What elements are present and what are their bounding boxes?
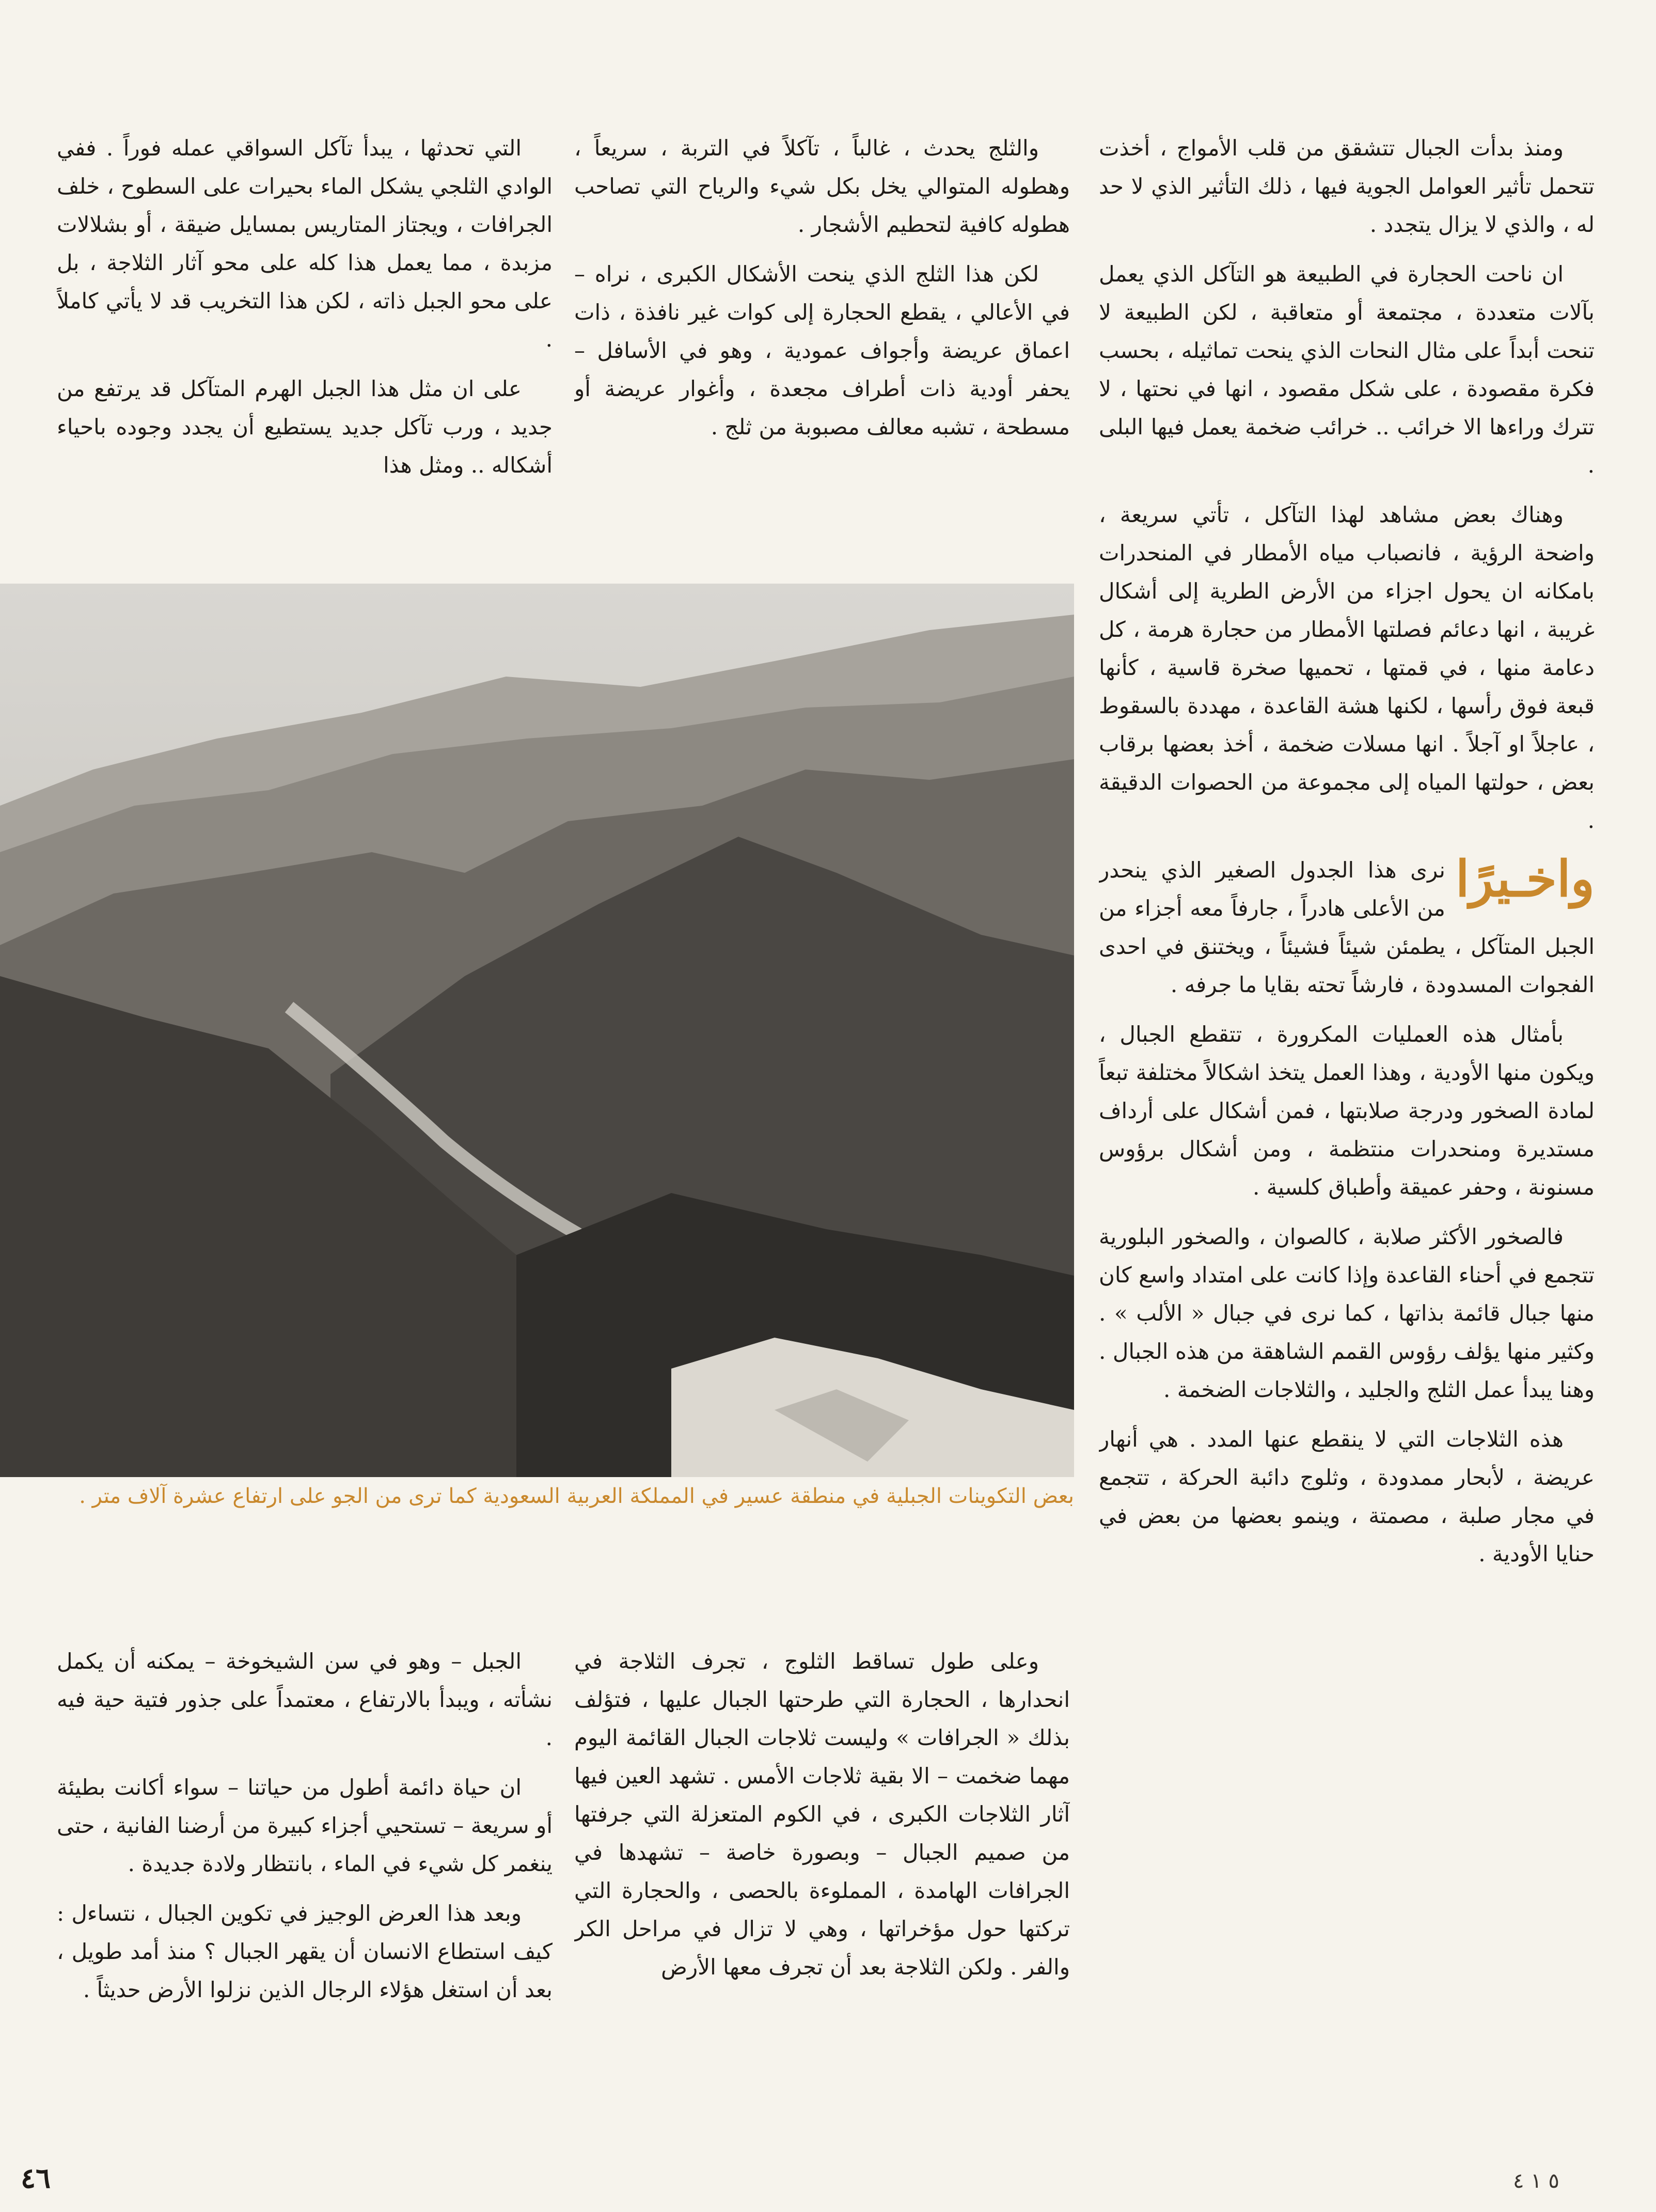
footer-mark: ٥ ١ ٤ (1513, 2169, 1559, 2193)
paragraph: ومنذ بدأت الجبال تتشقق من قلب الأمواج ، أخذت تتحمل تأثير العوامل الجوية فيها ، ذلك التأثير الذي لا حد له ، والذي لا يزال يتجدد . (1099, 135, 1595, 237)
left-column-bottom (57, 1642, 553, 2159)
paragraph-drop (1099, 851, 1595, 1004)
page-number: ٤٦ (21, 2161, 51, 2194)
paragraph: فالصخور الأكثر صلابة ، كالصوان ، والصخور البلورية تتجمع في أحناء القاعدة وإذا كانت على امتداد واسع كان منها جبال قائمة بذاتها ، كما نرى في جبال « الألب » . وكثير منها يؤلف رؤوس القمم الشاهقة من هذه الجبال . وهنا يبدأ عمل الثلج والجليد ، والثلاجات الضخمة . (1099, 1224, 1595, 1402)
paragraph: التي تحدثها ، يبدأ تآكل السواقي عمله فوراً . ففي الوادي الثلجي يشكل الماء بحيرات على السطوح ، خلف الجرافات ، ويجتاز المتاريس بمسايل ضيقة ، أو بشلالات مزبدة ، مما يعمل هذا كله على محو آثار الثلاجة ، بل على محو الجبل ذاته ، لكن هذا التخريب قد لا يأتي كاملاً . (57, 135, 553, 352)
paragraph: على ان مثل هذا الجبل الهرم المتآكل قد يرتفع من جديد ، ورب تآكل جديد يستطيع أن يجدد وجوده باحياء أشكاله .. ومثل هذا (57, 376, 553, 478)
paragraph-drop-text: نرى هذا الجدول الصغير الذي ينحدر من الأعلى هادراً ، جارفاً معه أجزاء من الجبل المتآكل ، يطمئن شيئاً فشيئاً ، ويختنق في احدى الفجوات المسدودة ، فارشاً تحته بقايا ما جرفه . (1099, 857, 1595, 997)
right-column (1099, 129, 1595, 2190)
paragraph: بأمثال هذه العمليات المكرورة ، تتقطع الجبال ، ويكون منها الأودية ، وهذا العمل يتخذ اشكالاً مختلفة تبعاً لمادة الصخور ودرجة صلابتها ، فمن أشكال على أرداف مستديرة ومنحدرات منتظمة ، ومن أشكال برؤوس مسنونة ، وحفر عميقة وأطباق كلسية . (1099, 1022, 1595, 1200)
paragraph: وهناك بعض مشاهد لهذا التآكل ، تأتي سريعة ، واضحة الرؤية ، فانصباب مياه الأمطار في المنحدرات بامكانه ان يحول اجزاء من الأرض الطرية إلى أشكال غريبة ، انها دعائم فصلتها الأمطار من حجارة هرمة ، كل دعامة منها ، في قمتها ، تحميها صخرة قاسية ، كأنها قبعة فوق رأسها ، لكنها هشة القاعدة ، مهددة بالسقوط ، عاجلاً او آجلاً . انها مسلات ضخمة ، أخذ بعضها برقاب بعض ، حولتها المياه إلى مجموعة من الحصوات الدقيقة . (1099, 502, 1595, 833)
paragraph: هذه الثلاجات التي لا ينقطع عنها المدد . هي أنهار عريضة ، لأبحار ممدودة ، وثلوج دائبة الحركة ، تتجمع في مجار صلبة ، مصمتة ، وينمو بعضها من بعض في حنايا الأودية . (1099, 1426, 1595, 1566)
mountain-photo (0, 584, 1074, 1477)
paragraph: وعلى طول تساقط الثلوج ، تجرف الثلاجة في انحدارها ، الحجارة التي طرحتها الجبال عليها ، فتؤلف بذلك « الجرافات » وليست ثلاجات الجبال القائمة اليوم مهما ضخمت – الا بقية ثلاجات الأمس . تشهد العين فيها آثار الثلاجات الكبرى ، في الكوم المتعزلة التي جرفتها من صميم الجبال – وبصورة خاصة – تشهدها في الجرافات الهامدة ، المملوءة بالحصى ، والحجارة التي تركتها حول مؤخراتها ، وهي لا تزال في مراحل الكر والفر . ولكن الثلاجة بعد أن تجرف معها الأرض (574, 1649, 1070, 1980)
paragraph: لكن هذا الثلج الذي ينحت الأشكال الكبرى ، نراه – في الأعالي ، يقطع الحجارة إلى كوات غير نافذة ، ذات اعماق عريضة وأجواف عمودية ، وهو في الأسافل – يحفر أودية ذات أطراف مجعدة ، وأغوار عريضة أو مسطحة ، تشبه معالف مصبوبة من ثلج . (574, 261, 1070, 440)
paragraph: ان ناحت الحجارة في الطبيعة هو التآكل الذي يعمل بآلات متعددة ، مجتمعة أو متعاقبة ، لكن الطبيعة لا تنحت أبداً على مثال النحات الذي ينحت تماثيله ، بحسب فكرة مقصودة ، على شكل مقصود ، انها في نحتها ، لا تترك وراءها الا خرائب .. خرائب ضخمة يعمل فيها البلى . (1099, 261, 1595, 478)
paragraph: والثلج يحدث ، غالباً ، تآكلاً في التربة ، سريعاً ، وهطوله المتوالي يخل بكل شيء والرياح التي تصاحب هطوله كافية لتحطيم الأشجار . (574, 135, 1070, 237)
middle-column-bottom (574, 1642, 1070, 2159)
paragraph: ان حياة دائمة أطول من حياتنا – سواء أكانت بطيئة أو سريعة – تستحيي أجزاء كبيرة من أرضنا الفانية ، حتى ينغمر كل شيء في الماء ، بانتظار ولادة جديدة . (57, 1775, 553, 1876)
paragraph: الجبل – وهو في سن الشيخوخة – يمكنه أن يكمل نشأته ، ويبدأ بالارتفاع ، معتمداً على جذور فتية حية فيه . (57, 1649, 553, 1750)
middle-column-top (574, 129, 1070, 584)
left-column-top (57, 129, 553, 584)
photo-caption: بعض التكوينات الجبلية في منطقة عسير في المملكة العربية السعودية كما ترى من الجو على ارتفاع عشرة آلاف متر . (79, 1484, 1074, 1508)
drop-word: واخـيرًا (1455, 850, 1595, 908)
paragraph: وبعد هذا العرض الوجيز في تكوين الجبال ، نتساءل : كيف استطاع الانسان أن يقهر الجبال ؟ منذ أمد طويل ، بعد أن استغل هؤلاء الرجال الذين نزلوا الأرض حديثاً . (57, 1901, 553, 2002)
